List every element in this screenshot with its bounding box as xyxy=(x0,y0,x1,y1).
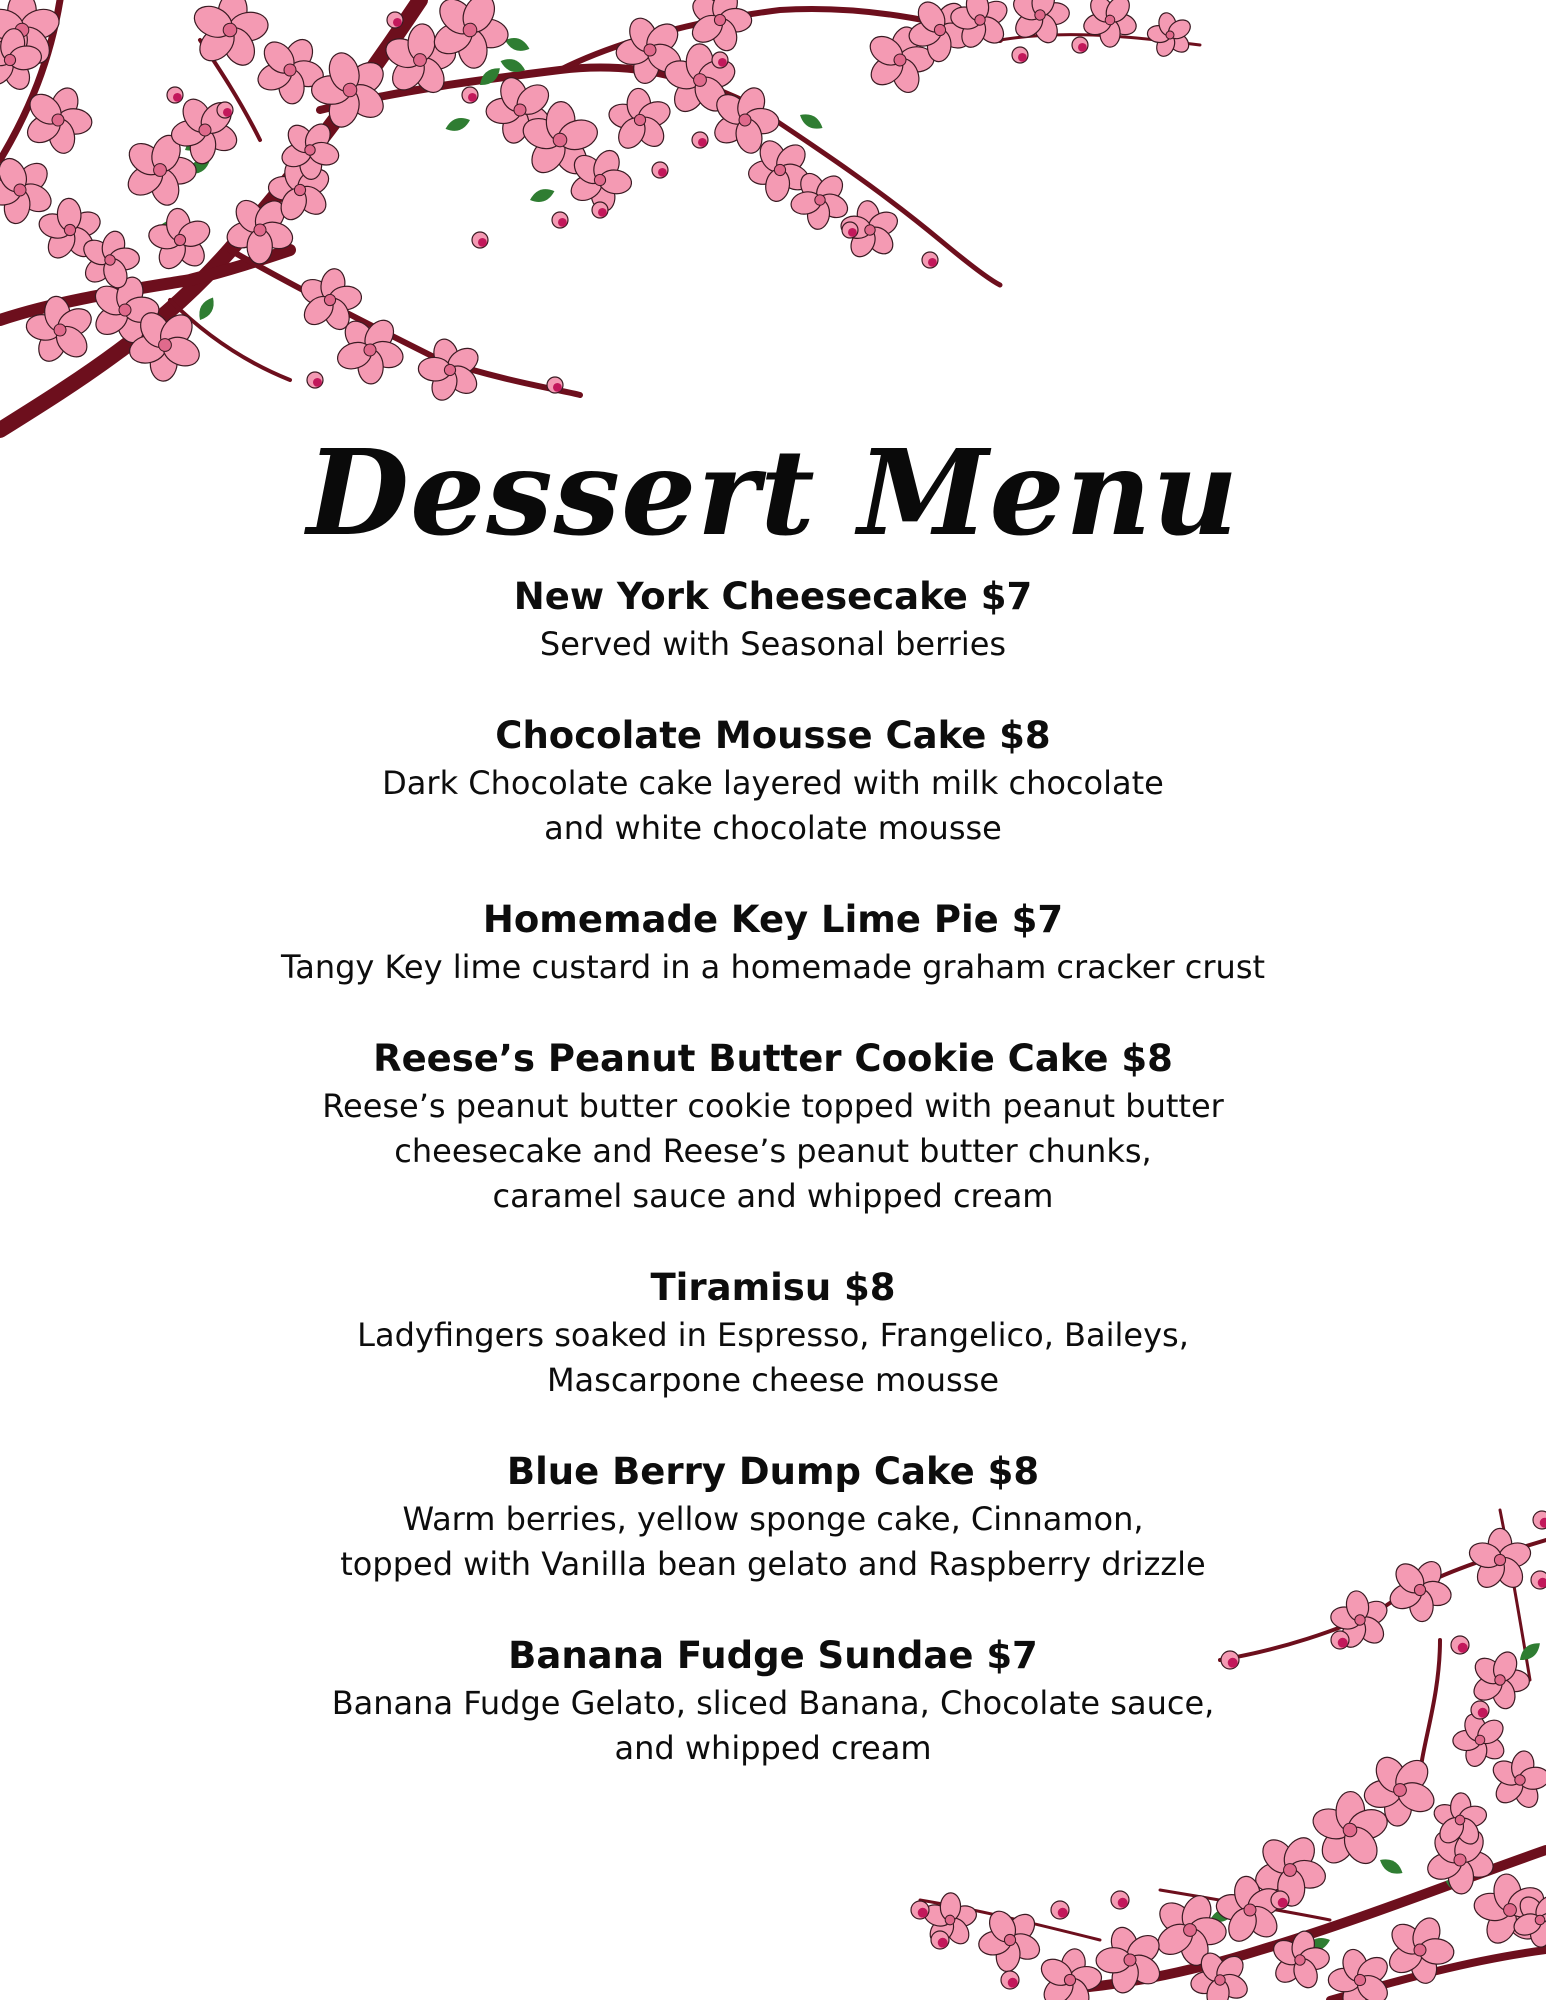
menu-item xyxy=(0,1034,1546,1219)
menu-item-description: cheesecake and Reese’s peanut butter chunks, xyxy=(394,1132,1152,1170)
menu-item-name: New York Cheesecake $7 xyxy=(513,575,1033,618)
menu-item-description: Dark Chocolate cake layered with milk chocolate xyxy=(382,764,1164,802)
menu-item xyxy=(0,572,1546,667)
cherry-blossom-branch-top-icon xyxy=(0,0,1546,460)
menu-item-name: Chocolate Mousse Cake $8 xyxy=(495,714,1051,757)
menu-item-description: and whipped cream xyxy=(614,1729,932,1767)
menu-item-description: caramel sauce and whipped cream xyxy=(492,1177,1054,1215)
menu-item-name: Banana Fudge Sundae $7 xyxy=(508,1634,1038,1677)
menu-item-description: Mascarpone cheese mousse xyxy=(546,1361,1000,1399)
menu-item-description: Reese’s peanut butter cookie topped with peanut butter xyxy=(322,1087,1224,1125)
menu-list xyxy=(0,572,1546,1815)
menu-item xyxy=(0,1263,1546,1403)
menu-item-description: Warm berries, yellow sponge cake, Cinnamon, xyxy=(402,1500,1144,1538)
menu-item-description: Served with Seasonal berries xyxy=(539,625,1007,663)
menu-item xyxy=(0,711,1546,851)
menu-item xyxy=(0,895,1546,990)
menu-item xyxy=(0,1631,1546,1771)
menu-item-description: Banana Fudge Gelato, sliced Banana, Chocolate sauce, xyxy=(331,1684,1215,1722)
menu-item-name: Blue Berry Dump Cake $8 xyxy=(506,1450,1040,1493)
menu-item-description: Tangy Key lime custard in a homemade graham cracker crust xyxy=(280,948,1266,986)
menu-item-description: Ladyfingers soaked in Espresso, Frangelico, Baileys, xyxy=(357,1316,1189,1354)
menu-item-description: topped with Vanilla bean gelato and Raspberry drizzle xyxy=(340,1545,1206,1583)
menu-item-name: Tiramisu $8 xyxy=(650,1266,896,1309)
menu-item-name: Homemade Key Lime Pie $7 xyxy=(482,898,1064,941)
menu-item-description: and white chocolate mousse xyxy=(544,809,1002,847)
menu-item-name: Reese’s Peanut Butter Cookie Cake $8 xyxy=(373,1037,1173,1080)
menu-item xyxy=(0,1447,1546,1587)
page-title: Dessert Menu xyxy=(306,423,1240,562)
